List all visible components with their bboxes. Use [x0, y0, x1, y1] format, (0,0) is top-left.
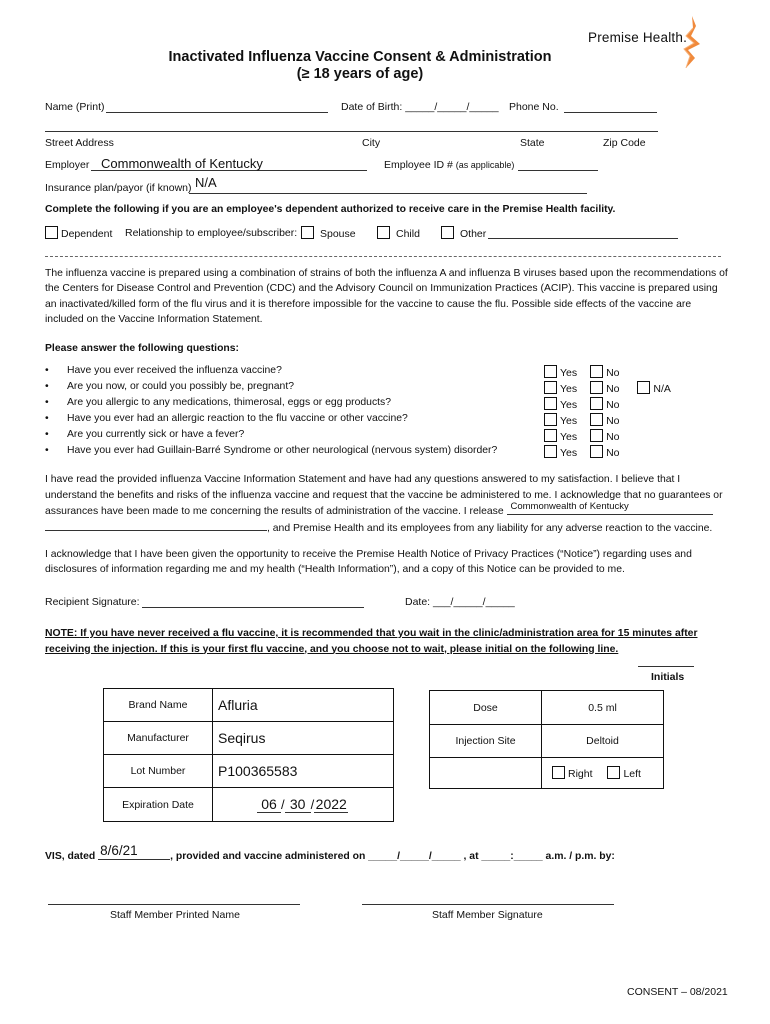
no-label: No	[606, 415, 620, 427]
address-field[interactable]	[45, 131, 658, 132]
lot-value: P100365583	[218, 763, 298, 779]
yes-checkbox[interactable]	[544, 413, 557, 426]
other-option	[441, 226, 486, 240]
yes-checkbox[interactable]	[544, 381, 557, 394]
spouse-label: Spouse	[320, 228, 356, 240]
right-label: Right	[568, 768, 593, 780]
exp-day: 30	[285, 796, 311, 813]
note-line-1: NOTE: If you have never received a flu vaccine, it is recommended that you wait in the clinic/administration area for 15 minutes after	[45, 628, 698, 639]
intro-paragraph: The influenza vaccine is prepared using a combination of strains of both the influenza A and influenza B viruses based upon the recommendations of the Centers for Disease Control and Prevention (CDC) and the Advisory Council on Immunization Practices (ACIP). This vaccine is prepared using an inactivated/killed form of the flu virus and it is therefore impossible for the vaccine to cause the flu. Possible side effects of the vaccine are included on the Vaccine Information Statement.	[45, 268, 728, 325]
manufacturer-label-cell	[104, 722, 213, 755]
dependent-checkbox[interactable]	[45, 226, 58, 239]
signature-date-label: Date: ___/_____/_____	[405, 596, 515, 608]
staff-signature-field[interactable]	[362, 904, 614, 905]
brand-label: Brand Name	[128, 699, 188, 711]
yes-checkbox[interactable]	[544, 397, 557, 410]
lot-label: Lot Number	[130, 765, 186, 777]
privacy-paragraph: I acknowledge that I have been given the opportunity to receive the Premise Health Notice of Privacy Practices (“Notice”) regarding uses and disclosures of information regarding me and my health (“Health Information”), and a copy of this Notice can be provided to me.	[45, 549, 692, 576]
question-row	[45, 445, 497, 456]
employee-id-note: (as applicable)	[455, 160, 515, 170]
no-label: No	[606, 431, 620, 443]
question-row	[45, 413, 408, 424]
yes-label: Yes	[560, 383, 578, 395]
name-field[interactable]	[106, 112, 328, 113]
answer-q5	[544, 429, 620, 443]
page-title	[0, 49, 720, 83]
section-divider	[45, 256, 721, 257]
no-checkbox[interactable]	[590, 445, 603, 458]
insurance-value: N/A	[195, 175, 217, 190]
no-label: No	[606, 399, 620, 411]
no-checkbox[interactable]	[590, 381, 603, 394]
release-value: Commonwealth of Kentucky	[510, 501, 629, 512]
employee-id-field[interactable]	[518, 170, 598, 171]
other-field[interactable]	[488, 238, 678, 239]
site-value-cell[interactable]	[542, 725, 664, 758]
insurance-label: Insurance plan/payor (if known)	[45, 182, 192, 194]
no-checkbox[interactable]	[590, 429, 603, 442]
vaccine-info-table	[103, 688, 394, 822]
bullet-icon: •	[45, 445, 49, 456]
recipient-signature-label: Recipient Signature:	[45, 596, 140, 608]
title-line-1: Inactivated Influenza Vaccine Consent & Administration	[168, 49, 552, 65]
question-text: Have you ever had Guillain-Barré Syndrome or other neurological (nervous system) disorder?	[67, 445, 498, 456]
note-block	[45, 626, 698, 657]
release-field[interactable]	[507, 503, 713, 515]
question-text: Are you now, or could you possibly be, pregnant?	[67, 381, 295, 392]
vis-prefix: VIS, dated	[45, 851, 96, 862]
dose-value-cell[interactable]	[542, 691, 664, 725]
staff-signature-label: Staff Member Signature	[432, 909, 543, 921]
street-label: Street Address	[45, 137, 114, 149]
relationship-label: Relationship to employee/subscriber:	[125, 227, 298, 239]
left-checkbox[interactable]	[607, 766, 620, 779]
title-line-2: (≥ 18 years of age)	[296, 66, 424, 82]
yes-label: Yes	[560, 447, 578, 459]
consent-line-3-text: assurances have been made to me concerning the results of administration of the vaccine. I release	[45, 506, 504, 517]
expiration-label: Expiration Date	[122, 798, 194, 811]
answer-q3	[544, 397, 620, 411]
dependent-label: Dependent	[61, 228, 113, 240]
manufacturer-label: Manufacturer	[127, 732, 189, 744]
city-label: City	[362, 137, 381, 149]
initials-field[interactable]	[638, 666, 694, 667]
brand-label-cell	[104, 689, 213, 722]
dose-label: Dose	[473, 701, 498, 714]
state-label: State	[520, 137, 545, 149]
bullet-icon: •	[45, 397, 49, 408]
logo-text: Premise Health.	[588, 30, 688, 45]
vis-middle: , provided and vaccine administered on _____/_____/_____ , at _____:_____ a.m. / p.m. by:	[170, 851, 615, 862]
consent-paragraph	[45, 472, 730, 536]
no-checkbox[interactable]	[590, 365, 603, 378]
na-checkbox[interactable]	[637, 381, 650, 394]
left-label: Left	[623, 768, 641, 780]
no-checkbox[interactable]	[590, 397, 603, 410]
employer-value: Commonwealth of Kentucky	[101, 156, 263, 171]
vis-line	[45, 843, 615, 862]
employer-label: Employer	[45, 159, 90, 171]
answer-q1	[544, 365, 620, 379]
phone-label: Phone No.	[509, 101, 559, 113]
answer-q6	[544, 445, 620, 459]
yes-checkbox[interactable]	[544, 429, 557, 442]
initials-label: Initials	[651, 671, 685, 683]
side-options-cell	[542, 758, 664, 789]
no-label: No	[606, 447, 620, 459]
no-label: No	[606, 383, 620, 395]
lot-label-cell	[104, 755, 213, 788]
consent-line-4	[45, 520, 730, 537]
bullet-icon: •	[45, 429, 49, 440]
side-blank-cell	[430, 758, 542, 789]
release-field-continued[interactable]	[45, 520, 267, 531]
staff-name-label: Staff Member Printed Name	[110, 909, 240, 921]
question-text: Have you ever had an allergic reaction to the flu vaccine or other vaccine?	[67, 413, 408, 424]
answer-q4	[544, 413, 620, 427]
dependent-heading: Complete the following if you are an employee's dependent authorized to receive care in the Premise Health facility.	[45, 204, 616, 215]
phone-field[interactable]	[564, 112, 657, 113]
recipient-signature-field[interactable]	[142, 607, 364, 608]
question-text: Have you ever received the influenza vaccine?	[67, 365, 282, 376]
dob-label: Date of Birth: _____/_____/_____	[341, 101, 499, 113]
dose-label-cell	[430, 691, 542, 725]
dependent-row	[45, 226, 112, 240]
expiration-value-cell[interactable]: 06 / 30 /2022	[213, 788, 394, 822]
consent-line-3	[45, 503, 730, 520]
administration-table	[429, 690, 664, 789]
footer-code: CONSENT – 08/2021	[627, 986, 728, 998]
bullet-icon: •	[45, 413, 49, 424]
bullet-icon: •	[45, 365, 49, 376]
manufacturer-value: Seqirus	[218, 730, 266, 746]
question-row	[45, 381, 294, 392]
yes-label: Yes	[560, 415, 578, 427]
brand-value: Afluria	[218, 697, 258, 713]
name-label: Name (Print)	[45, 101, 105, 113]
expiration-label-cell	[104, 788, 213, 822]
staff-name-field[interactable]	[48, 904, 300, 905]
na-label: N/A	[653, 383, 671, 395]
right-checkbox[interactable]	[552, 766, 565, 779]
answer-q2	[544, 381, 671, 395]
spouse-option	[301, 226, 356, 240]
no-checkbox[interactable]	[590, 413, 603, 426]
yes-label: Yes	[560, 431, 578, 443]
zip-label: Zip Code	[603, 137, 646, 149]
question-row	[45, 429, 244, 440]
child-option	[377, 226, 420, 240]
consent-line-2: understand the benefits and risks of the influenza vaccine and request that the vaccine be administered to me. I acknowledge that no guarantees or	[45, 489, 723, 501]
spouse-checkbox[interactable]	[301, 226, 314, 239]
question-text: Are you currently sick or have a fever?	[67, 429, 245, 440]
consent-line-4-text: , and Premise Health and its employees from any liability for any adverse reaction to the vaccine.	[267, 522, 713, 534]
lot-value-cell[interactable]	[213, 755, 394, 788]
other-checkbox[interactable]	[441, 226, 454, 239]
site-value: Deltoid	[586, 735, 619, 747]
vis-date-value: 8/6/21	[100, 843, 138, 858]
insurance-field[interactable]	[189, 193, 587, 194]
question-row	[45, 397, 391, 408]
site-label: Injection Site	[455, 735, 516, 747]
employee-id-label-text: Employee ID #	[384, 159, 453, 171]
yes-label: Yes	[560, 367, 578, 379]
child-checkbox[interactable]	[377, 226, 390, 239]
exp-month: 06	[257, 796, 281, 813]
exp-year: 2022	[315, 796, 347, 812]
other-label: Other	[460, 228, 487, 240]
yes-checkbox[interactable]	[544, 365, 557, 378]
dose-value: 0.5 ml	[588, 701, 617, 714]
note-line-2: receiving the injection. If this is your first flu vaccine, and you choose not to wait, please initial on the following line.	[45, 643, 619, 655]
yes-checkbox[interactable]	[544, 445, 557, 458]
question-row	[45, 365, 282, 376]
site-label-cell	[430, 725, 542, 758]
yes-label: Yes	[560, 399, 578, 411]
questions-heading: Please answer the following questions:	[45, 343, 239, 354]
question-text: Are you allergic to any medications, thimerosal, eggs or egg products?	[67, 397, 392, 408]
brand-value-cell[interactable]	[213, 689, 394, 722]
no-label: No	[606, 367, 620, 379]
child-label: Child	[396, 228, 420, 240]
bullet-icon: •	[45, 381, 49, 392]
consent-line-1: I have read the provided influenza Vaccine Information Statement and have had any questions answered to my satisfaction. I believe that I	[45, 474, 681, 485]
employee-id-label	[384, 159, 514, 171]
vis-date-field[interactable]	[98, 843, 170, 860]
manufacturer-value-cell[interactable]	[213, 722, 394, 755]
